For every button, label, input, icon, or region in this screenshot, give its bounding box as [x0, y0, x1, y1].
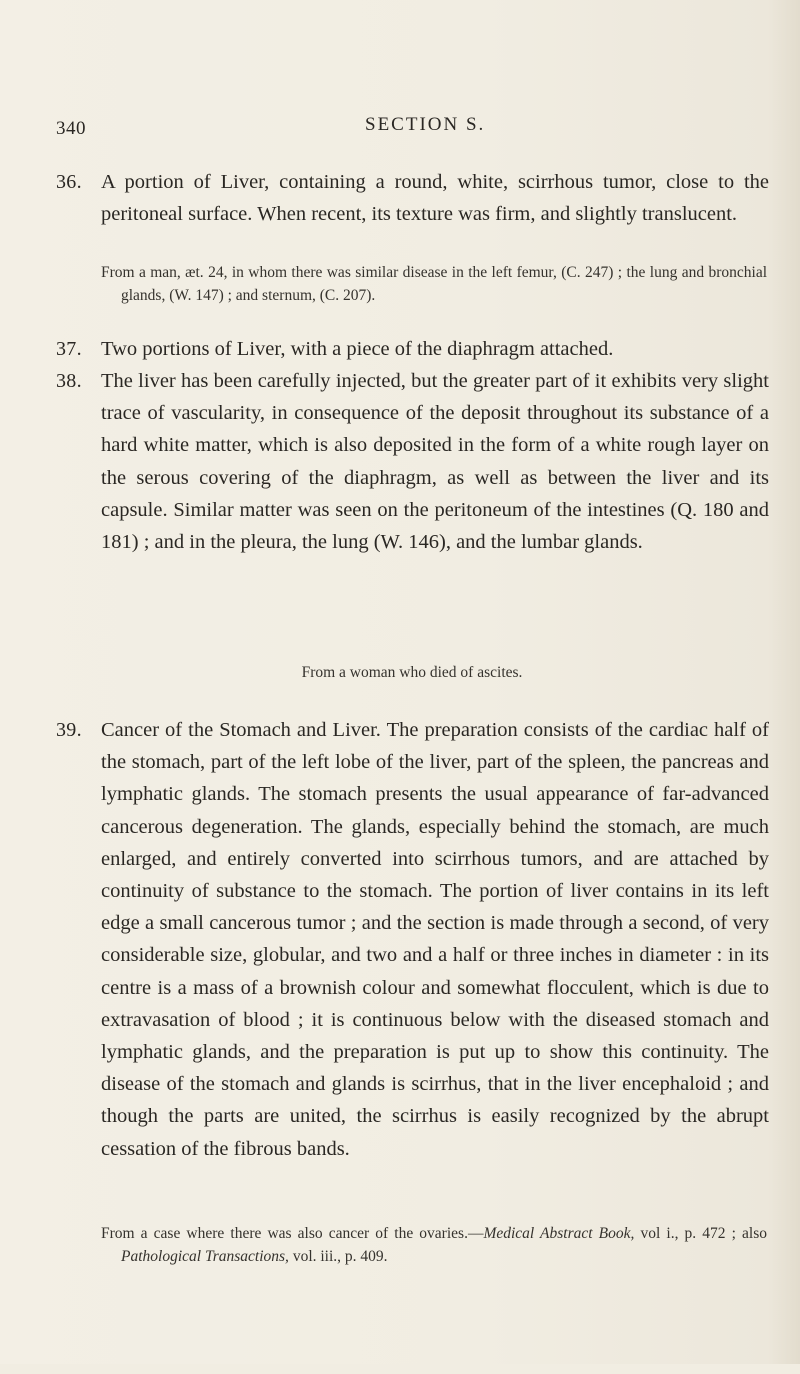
entry-39	[56, 714, 768, 1374]
page-header	[0, 114, 800, 144]
entry-39-note	[101, 1223, 767, 1268]
reference-title: Medical Abstract Book,	[483, 1225, 635, 1242]
entry-text: The liver has been carefully injected, but the greater part of it exhibits very slight trace of vascularity, in consequence of the deposit throughout its substance of a hard white matter, which is also deposited in the form of a white rough layer on the serous covering of the diaphragm, as well as between the liver and its capsule. Similar matter was seen on the peritoneum of the intestines (Q. 180 and 181) ; and in the pleura, the lung (W. 146), and the lumbar glands.	[101, 370, 769, 554]
entry-number: 36.	[56, 171, 82, 193]
entry-36	[56, 166, 768, 266]
entry-36-note: From a man, æt. 24, in whom there was similar disease in the left femur, (C. 247) ; the lung and bronchial glands, (W. 147) ; and sternum, (C. 207).	[101, 264, 767, 304]
note-suffix: vol. iii., p. 409.	[288, 1247, 388, 1265]
entry-37	[56, 333, 768, 365]
entry-text: Two portions of Liver, with a piece of the diaphragm attached.	[101, 338, 614, 360]
entry-38	[56, 365, 768, 655]
entry-text: A portion of Liver, containing a round, white, scirrhous tumor, close to the peritoneal surface. When recent, its texture was firm, and slightly translucent.	[101, 171, 769, 226]
running-head: SECTION S.	[365, 114, 486, 135]
note-prefix: From a case where there was also cancer of the ovaries.—	[101, 1225, 484, 1242]
entry-text: Cancer of the Stomach and Liver. The preparation consists of the cardiac half of the stomach, part of the left lobe of the liver, part of the spleen, the pancreas and lymphatic glands. The stomach presents the usual appearance of far-advanced cancerous degeneration. The glands, especially behind the stomach, are much enlarged, and entirely converted into scirrhous tumors, and are attached by continuity of substance to the stomach. The portion of liver contains in its left edge a small cancerous tumor ; and the section is made through a second, of very considerable size, globular, and two and a half or three inches in diameter : in its centre is a mass of a brownish colour and somewhat flocculent, which is due to extravasation of blood ; it is continuous below with the diseased stomach and lymphatic glands, and the preparation is put up to show this continuity. The disease of the stomach and glands is scirrhus, that in the liver encephaloid ; and though the parts are united, the scirrhus is easily recognized by the abrupt cessation of the fibrous bands.	[101, 719, 769, 1160]
reference-title: Pathological Transactions,	[121, 1247, 289, 1265]
page-number: 340	[56, 118, 86, 139]
entry-38-note: From a woman who died of ascites.	[301, 664, 523, 681]
entry-number: 37.	[56, 338, 82, 360]
note-middle: vol i., p. 472 ; also	[634, 1225, 768, 1242]
entry-number: 39.	[56, 719, 82, 741]
entry-number: 38.	[56, 370, 82, 392]
